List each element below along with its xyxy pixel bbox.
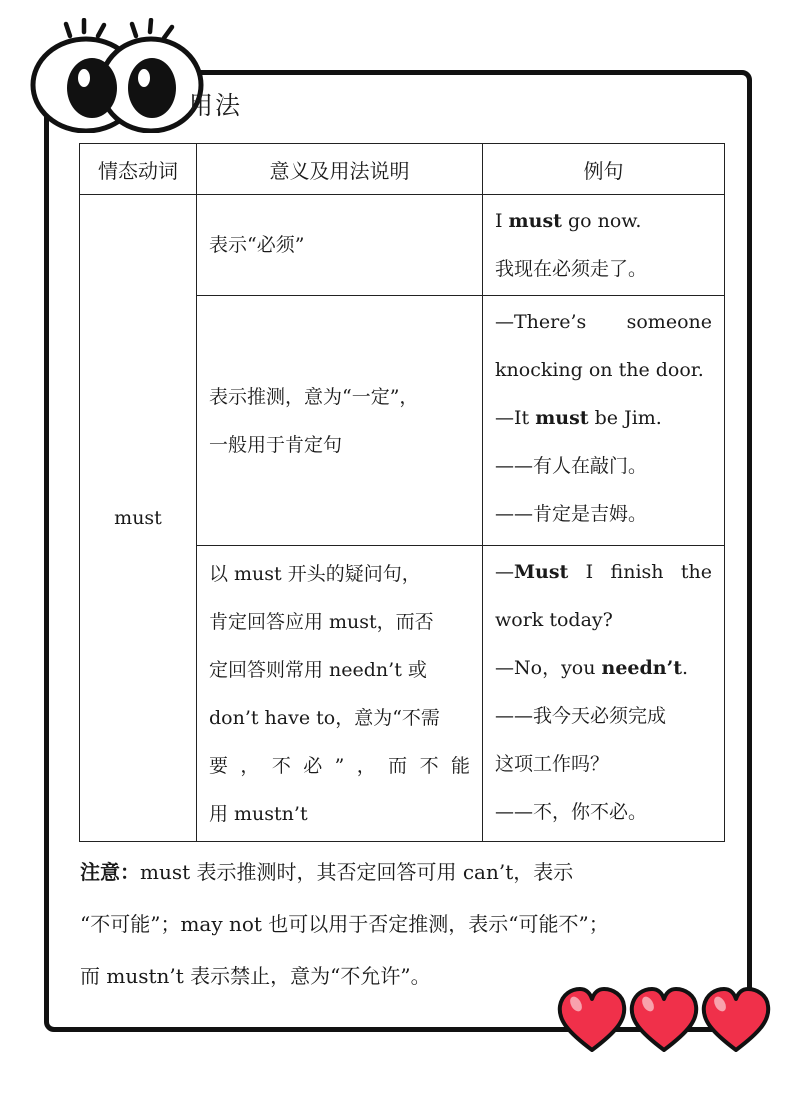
heart-icon [632, 989, 696, 1050]
table-header-row [80, 144, 725, 195]
example-cell [483, 296, 725, 546]
example-line: I must go now. [495, 210, 642, 232]
table-row [80, 195, 725, 296]
note-line: 注意：must 表示推测时，其否定回答可用 can’t，表示 [80, 860, 574, 884]
example-cell [483, 546, 725, 842]
example-line: —No，you needn’t. [495, 657, 689, 679]
example-line: 这项工作吗？ [495, 753, 610, 775]
section-heading: 用法 [188, 91, 243, 120]
meaning-line: 表示推测，意为“一定”， [209, 385, 419, 408]
example-line: ——不，你不必。 [495, 801, 648, 823]
meaning-line: 肯定回答应用 must，而否 [209, 610, 434, 633]
example-line: ——肯定是吉姆。 [495, 503, 648, 525]
note-line: “不可能”；may not 也可以用于否定推测，表示“可能不”； [80, 912, 609, 936]
meaning-line: 一般用于肯定句 [209, 433, 343, 456]
example-line: 我现在必须走了。 [495, 258, 648, 280]
meaning-line: 定回答则常用 needn’t 或 [209, 658, 427, 681]
meaning-line: 用 mustn’t [209, 802, 308, 825]
hearts-decoration [556, 986, 778, 1056]
note-paragraph [80, 846, 726, 1002]
meaning-line: 要，不必”，而不能 [209, 754, 470, 777]
modal-cell: must [80, 195, 197, 842]
meaning-line: 表示“必须” [209, 234, 305, 256]
header-example: 例句 [483, 144, 725, 195]
header-meaning: 意义及用法说明 [197, 144, 483, 195]
example-line: —Must I finish the [495, 561, 712, 583]
header-modal: 情态动词 [80, 144, 197, 195]
example-line: —It must be Jim. [495, 407, 662, 429]
example-line: work today? [495, 609, 613, 631]
heart-icon [560, 989, 624, 1050]
example-line: —There’s someone [495, 311, 712, 333]
note-line: 而 mustn’t 表示禁止，意为“不允许”。 [80, 964, 431, 988]
example-line: ——我今天必须完成 [495, 705, 667, 727]
meaning-line: don’t have to，意为“不需 [209, 706, 440, 729]
example-line: knocking on the door. [495, 359, 704, 381]
meaning-cell [197, 195, 483, 296]
example-cell [483, 195, 725, 296]
meaning-cell [197, 546, 483, 842]
meaning-line: 以 must 开头的疑问句， [209, 562, 421, 585]
example-line: ——有人在敲门。 [495, 455, 648, 477]
cartoon-eyes-icon [26, 18, 206, 133]
meaning-cell [197, 296, 483, 546]
modal-verb-table [79, 143, 725, 842]
note-label: 注意： [80, 860, 140, 884]
heart-icon [704, 989, 768, 1050]
